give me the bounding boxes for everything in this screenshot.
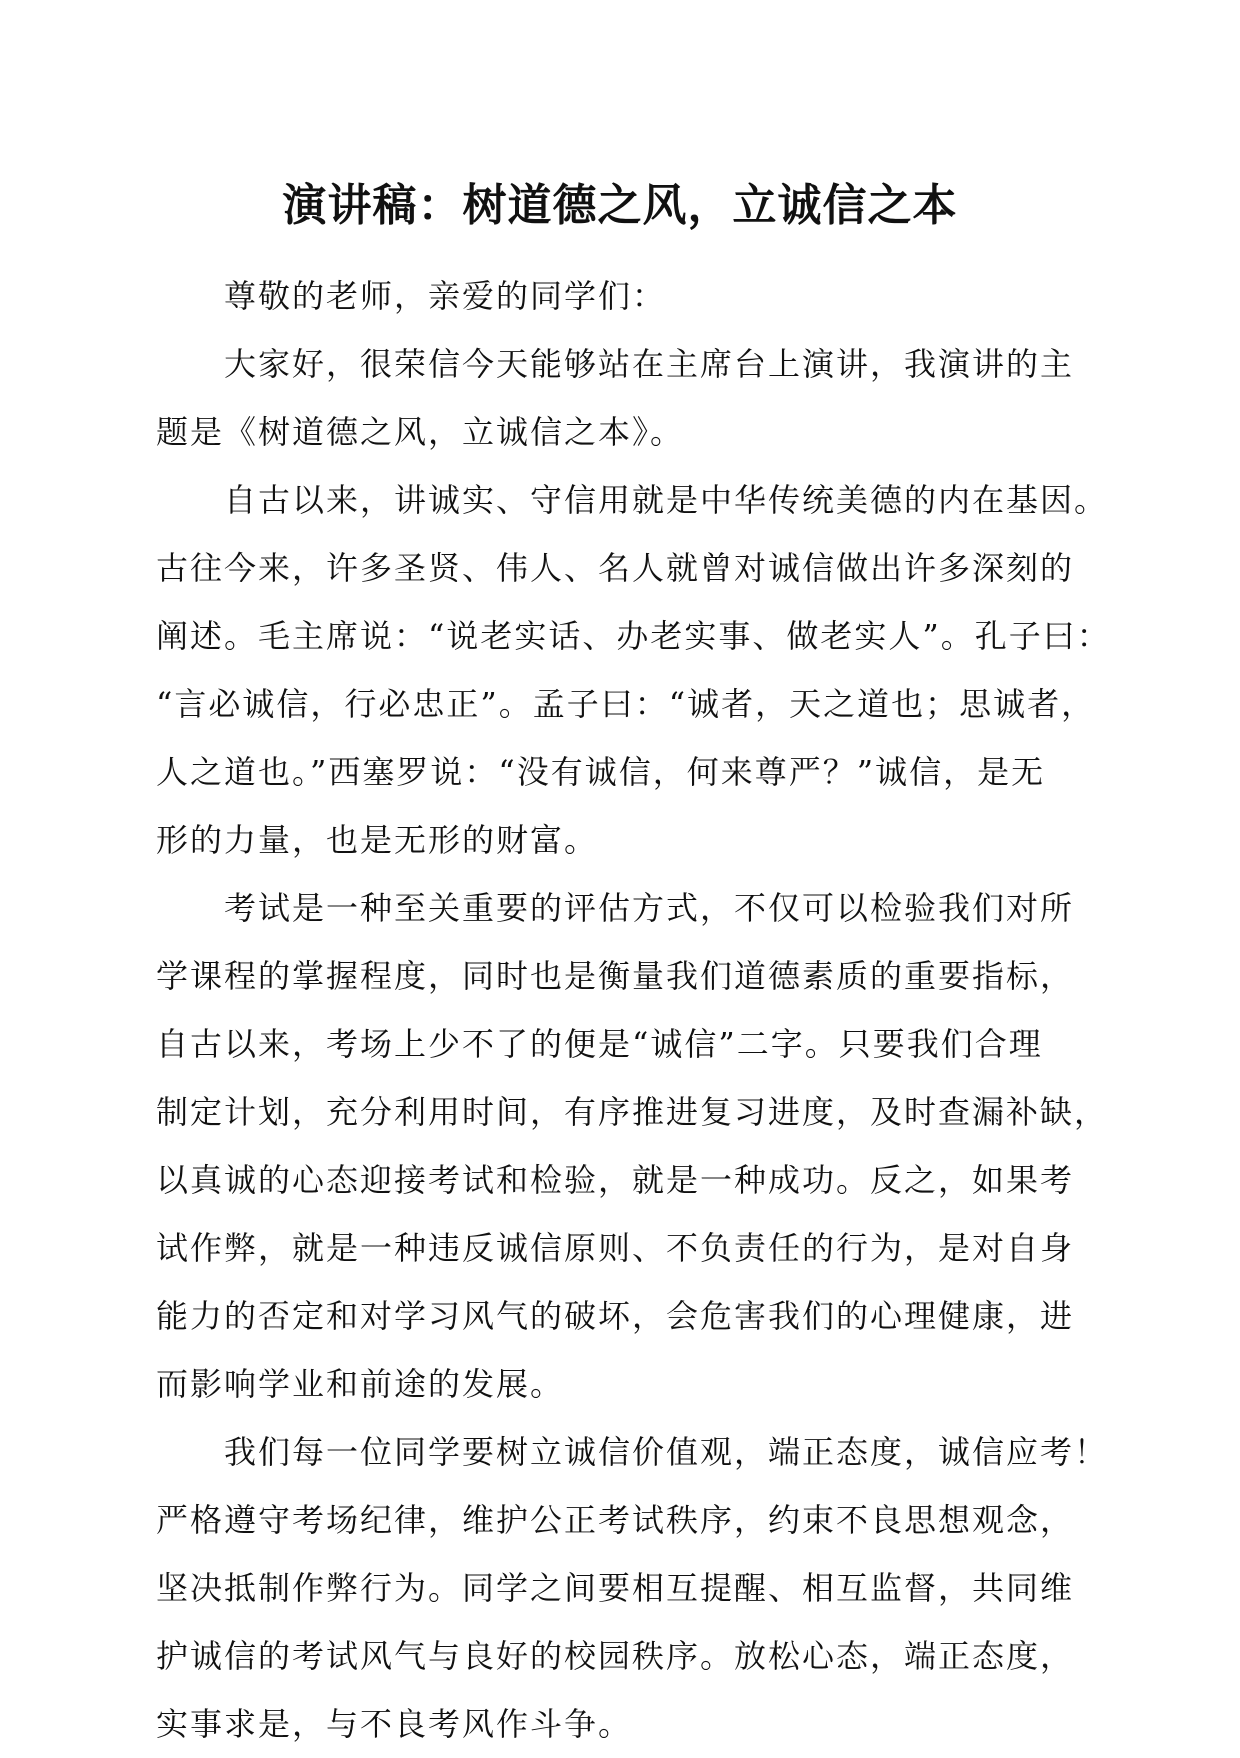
paragraph-salutation — [156, 262, 1086, 330]
text-line: 考试是一种至关重要的评估方式，不仅可以检验我们对所 — [224, 889, 1075, 927]
text-line: 坚决抵制作弊行为。同学之间要相互提醒、相互监督，共同维 — [156, 1569, 1075, 1607]
text-line: 试作弊，就是一种违反诚信原则、不负责任的行为，是对自身 — [156, 1229, 1075, 1267]
page-title: 演讲稿：树道德之风，立诚信之本 — [282, 180, 958, 231]
text-line: 自古以来，考场上少不了的便是“诚信”二字。只要我们合理 — [156, 1025, 1043, 1063]
paragraph-exams — [156, 874, 1109, 1418]
text-line: 以真诚的心态迎接考试和检验，就是一种成功。反之，如果考 — [156, 1161, 1075, 1199]
text-line: 大家好，很荣信今天能够站在主席台上演讲，我演讲的主 — [224, 345, 1075, 383]
text-line: 尊敬的老师，亲爱的同学们： — [224, 277, 667, 315]
text-line: 形的力量，也是无形的财富。 — [156, 821, 599, 859]
text-line: 阐述。毛主席说：“说老实话、办老实事、做老实人”。孔子曰： — [156, 617, 1111, 655]
text-line: 严格遵守考场纪律，维护公正考试秩序，约束不良思想观念， — [156, 1501, 1075, 1539]
text-line: 学课程的掌握程度，同时也是衡量我们道德素质的重要指标， — [156, 957, 1075, 995]
text-line: “言必诚信，行必忠正”。孟子曰：“诚者，天之道也；思诚者， — [156, 685, 1096, 723]
document-body — [156, 262, 1111, 1758]
text-line: 我们每一位同学要树立诚信价值观，端正态度，诚信应考！ — [224, 1433, 1109, 1471]
text-line: 人之道也。”西塞罗说：“没有诚信，何来尊严？”诚信，是无 — [156, 753, 1046, 791]
text-line: 实事求是，与不良考风作斗争。 — [156, 1705, 633, 1743]
text-line: 能力的否定和对学习风气的破坏，会危害我们的心理健康，进 — [156, 1297, 1075, 1335]
paragraph-tradition — [156, 466, 1111, 874]
text-line: 题是《树道德之风，立诚信之本》。 — [156, 413, 685, 451]
paragraph-greeting — [156, 330, 1086, 466]
text-line: 制定计划，充分利用时间，有序推进复习进度，及时查漏补缺， — [156, 1093, 1109, 1131]
text-line: 护诚信的考试风气与良好的校园秩序。放松心态，端正态度， — [156, 1637, 1075, 1675]
text-line: 自古以来，讲诚实、守信用就是中华传统美德的内在基因。 — [224, 481, 1109, 519]
text-line: 而影响学业和前途的发展。 — [156, 1365, 565, 1403]
paragraph-call-to-action — [156, 1418, 1109, 1758]
text-line: 古往今来，许多圣贤、伟人、名人就曾对诚信做出许多深刻的 — [156, 549, 1075, 587]
